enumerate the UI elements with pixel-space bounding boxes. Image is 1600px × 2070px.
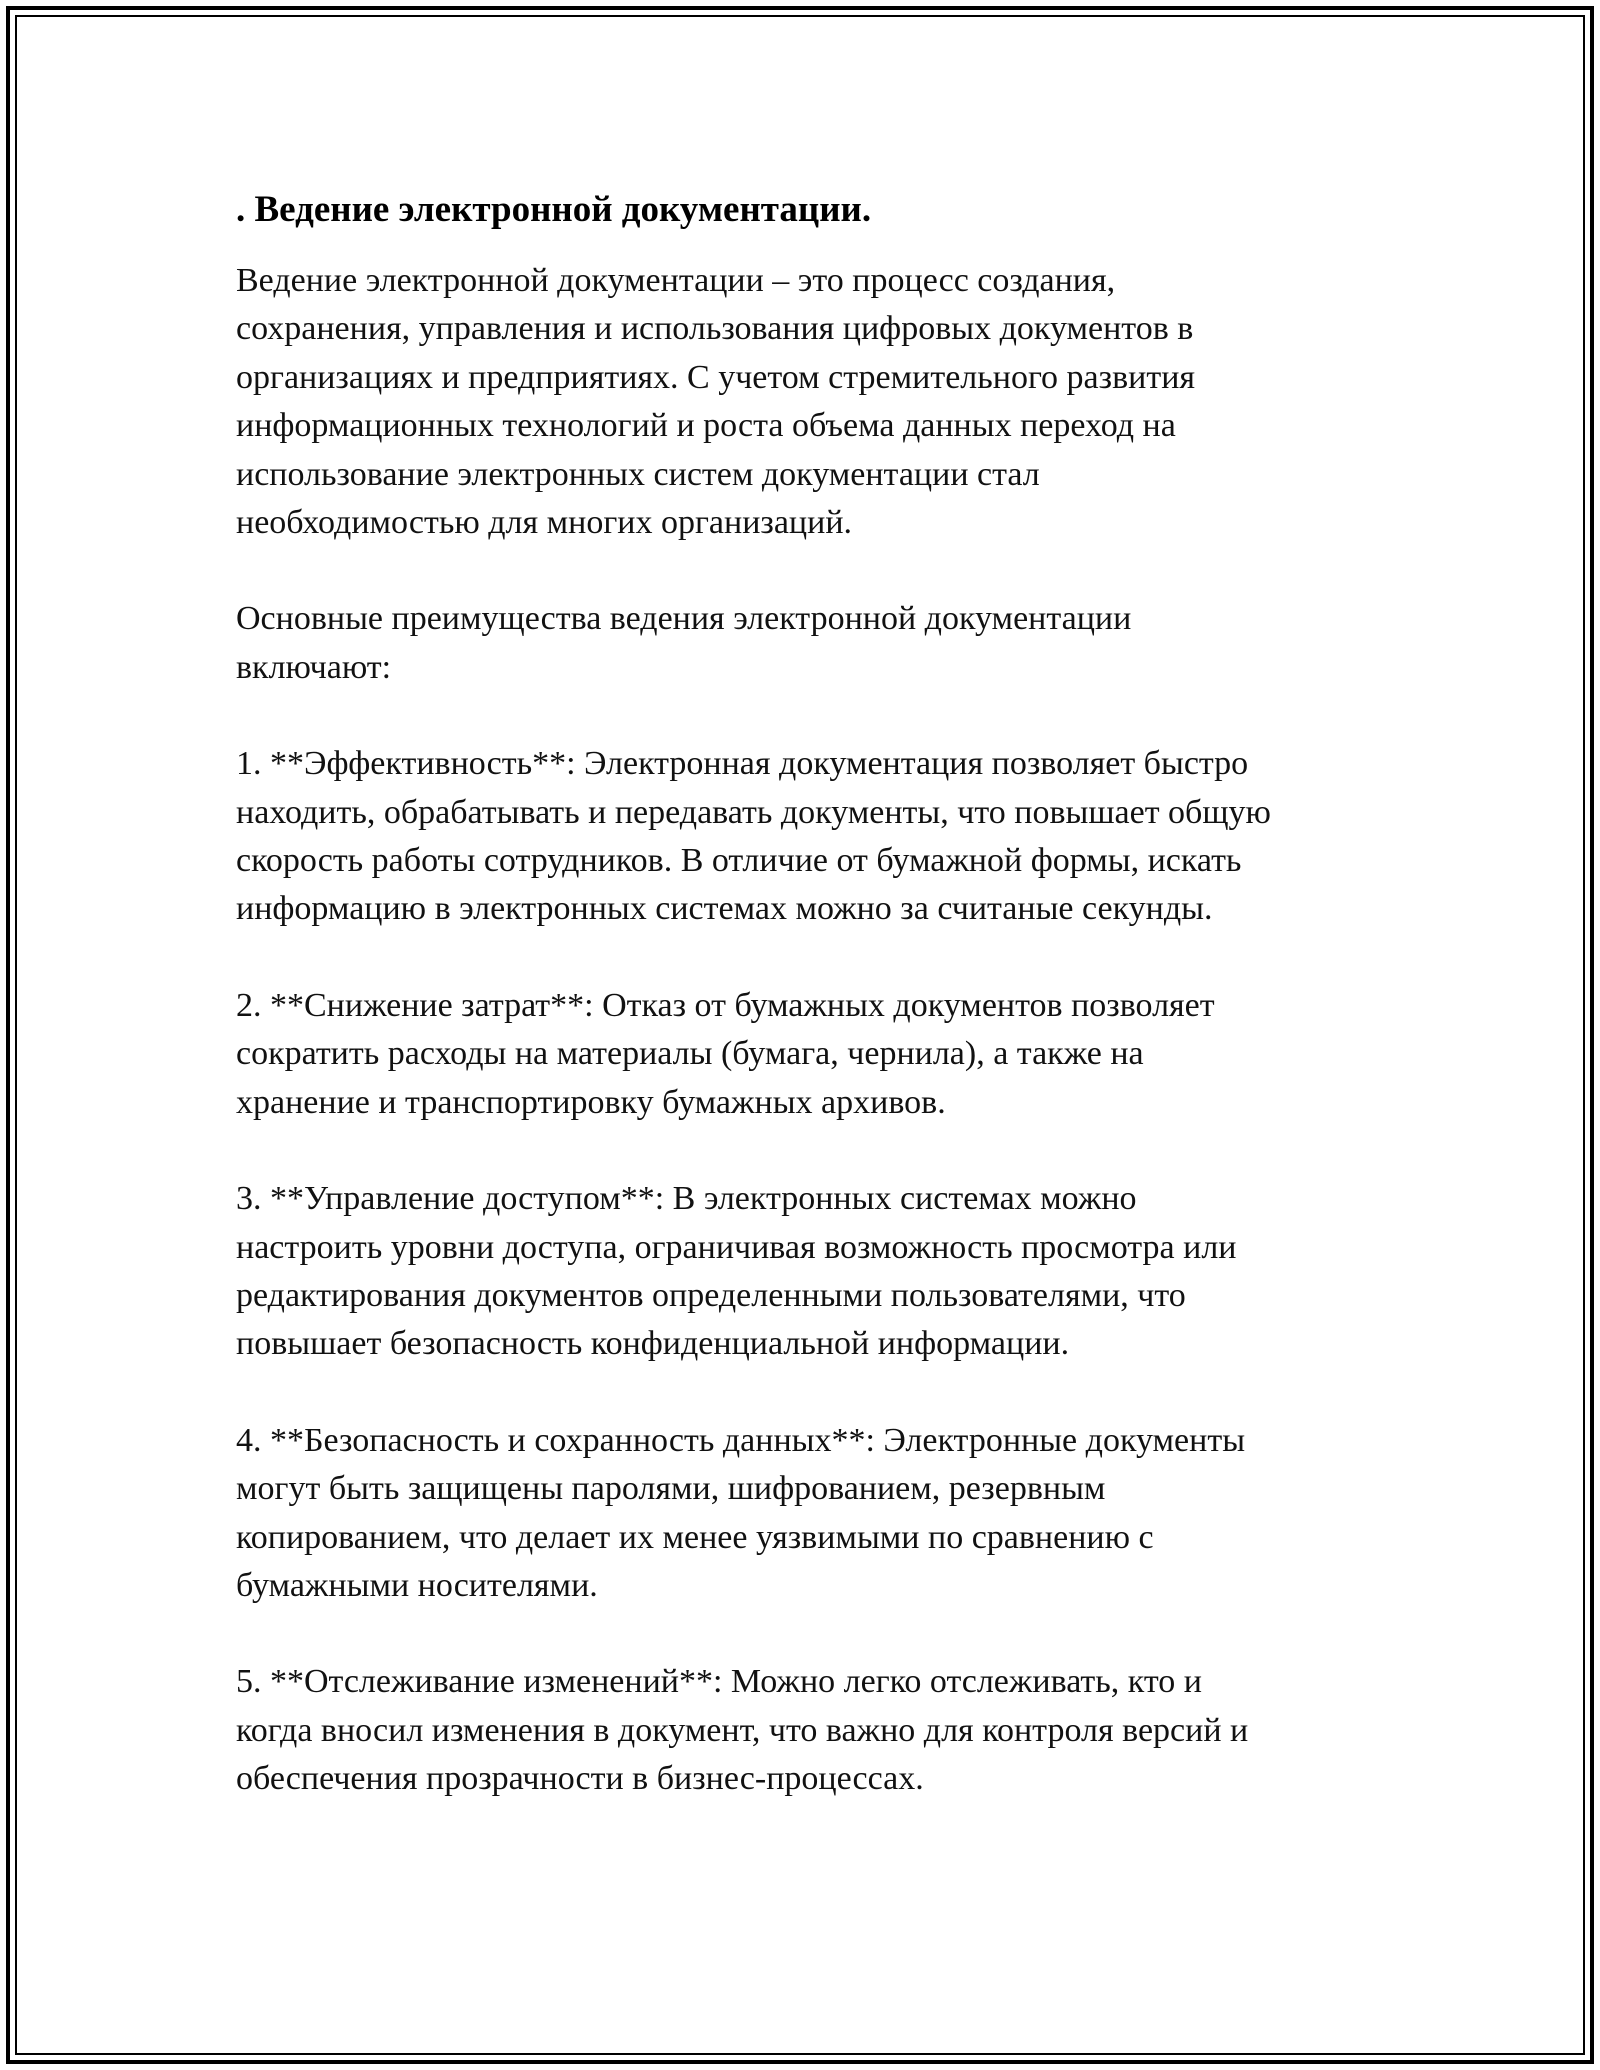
advantage-item-data-security: 4. **Безопасность и сохранность данных**: Электронные документы могут быть защищены паролями, шифрованием, резервным копированием, что делает их менее уязвимыми по сравнению с бумажными носителями. [236, 1421, 1246, 1604]
paragraph-spacer [236, 692, 1376, 740]
document-title: . Ведение электронной документации. [236, 189, 872, 230]
paragraph-spacer [236, 1369, 1376, 1417]
paragraph-spacer [236, 547, 1376, 595]
intro-paragraph: Ведение электронной документации – это процесс создания, сохранения, управления и использования цифровых документов в организациях и предприятиях. С учетом стремительного развития информационных технологий и роста объема данных переход на использование электронных систем документации стал необходимостью для многих организаций. [236, 262, 1196, 542]
advantage-item-efficiency: 1. **Эффективность**: Электронная документация позволяет быстро находить, обрабатывать и передавать документы, что повышает общую скорость работы сотрудников. В отличие от бумажной формы, искать информацию в электронных системах можно за считаные секунды. [236, 745, 1271, 928]
advantage-item-cost-reduction: 2. **Снижение затрат**: Отказ от бумажных документов позволяет сократить расходы на материалы (бумага, чернила), а также на хранение и транспортировку бумажных архивов. [236, 986, 1215, 1121]
advantage-item-access-control: 3. **Управление доступом**: В электронных системах можно настроить уровни доступа, ограничивая возможность просмотра или редактирования документов определенными пользователями, что повышает безопасность конфиденциальной информации. [236, 1180, 1237, 1363]
advantage-item-change-tracking: 5. **Отслеживание изменений**: Можно легко отслеживать, кто и когда вносил изменения в документ, что важно для контроля версий и обеспечения прозрачности в бизнес-процессах. [236, 1663, 1249, 1798]
advantages-lead-paragraph: Основные преимущества ведения электронной документации включают: [236, 600, 1132, 686]
document-body [236, 186, 1376, 1804]
paragraph-spacer [236, 1610, 1376, 1658]
paragraph-spacer [236, 1127, 1376, 1175]
paragraph-spacer [236, 934, 1376, 982]
